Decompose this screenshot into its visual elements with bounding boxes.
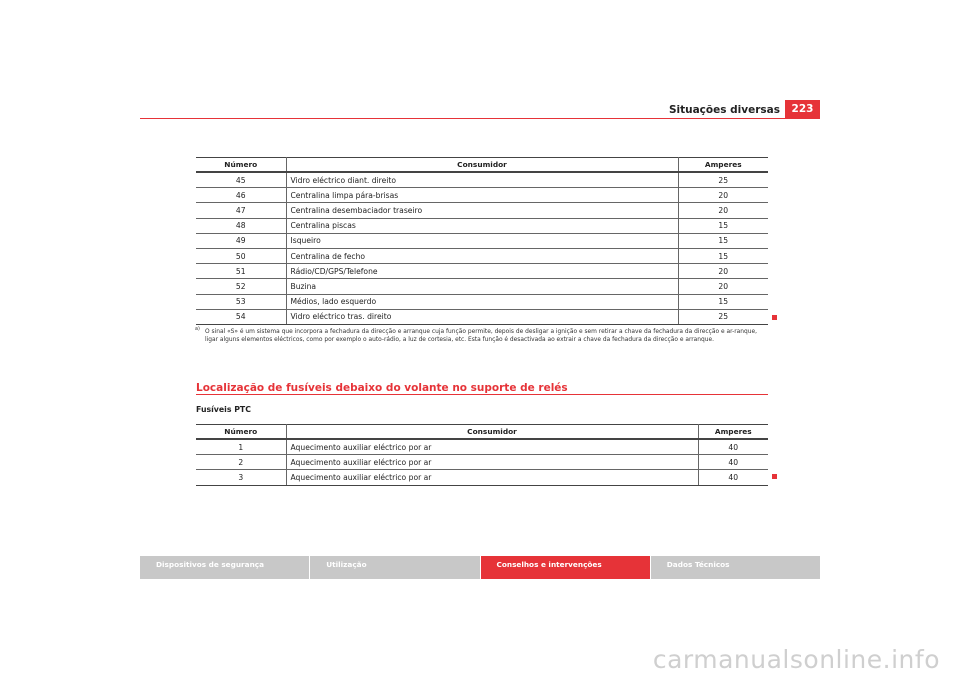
cell-amperes: 20 — [678, 264, 768, 279]
cell-number: 54 — [196, 309, 286, 324]
table-header-row — [196, 158, 768, 173]
section-rule — [196, 394, 768, 395]
table-row — [196, 439, 768, 455]
footer-tab-utilizacao[interactable]: Utilização — [310, 556, 479, 579]
cell-consumer: Médios, lado esquerdo — [286, 294, 678, 309]
cell-number: 46 — [196, 188, 286, 203]
table-row — [196, 203, 768, 218]
cell-number: 50 — [196, 248, 286, 263]
table-row — [196, 455, 768, 470]
fuse-table-ptc — [196, 424, 768, 486]
cell-amperes: 40 — [698, 455, 768, 470]
cell-amperes: 25 — [678, 309, 768, 324]
table-row — [196, 233, 768, 248]
header-title: Situações diversas — [668, 104, 780, 116]
header-amperes: Amperes — [698, 425, 768, 440]
table-row — [196, 188, 768, 203]
cell-number: 53 — [196, 294, 286, 309]
section-end-marker — [772, 474, 777, 479]
cell-consumer: Centralina de fecho — [286, 248, 678, 263]
cell-number: 48 — [196, 218, 286, 233]
header-number: Número — [196, 425, 286, 440]
cell-amperes: 15 — [678, 233, 768, 248]
cell-number: 45 — [196, 172, 286, 188]
cell-number: 47 — [196, 203, 286, 218]
table-row — [196, 470, 768, 485]
header-number: Número — [196, 158, 286, 173]
cell-number: 51 — [196, 264, 286, 279]
header-amperes: Amperes — [678, 158, 768, 173]
footer-nav — [140, 556, 820, 579]
cell-amperes: 40 — [698, 470, 768, 485]
table-row — [196, 264, 768, 279]
table-row — [196, 172, 768, 188]
cell-consumer: Centralina desembaciador traseiro — [286, 203, 678, 218]
footnote — [196, 328, 771, 344]
cell-amperes: 25 — [678, 172, 768, 188]
footer-tab-seguranca[interactable]: Dispositivos de segurança — [140, 556, 309, 579]
cell-consumer: Rádio/CD/GPS/Telefone — [286, 264, 678, 279]
cell-number: 1 — [196, 439, 286, 455]
section-subheading: Fusíveis PTC — [196, 405, 251, 414]
footnote-text: O sinal «S» é um sistema que incorpora a fechadura da direcção e arranque cuja função permite, depois de desligar a ignição e sem retirar a chave da fechadura da direcção e ar-ranque, ligar alguns elementos eléctricos, como por exemplo o auto-rádio, a luz de cortesia, etc. Esta função é desactivada ao extrair a chave da fechadura da direcção e arranque. — [205, 329, 757, 343]
cell-consumer: Vidro eléctrico tras. direito — [286, 309, 678, 324]
header-rule — [140, 118, 820, 119]
cell-number: 3 — [196, 470, 286, 485]
cell-consumer: Aquecimento auxiliar eléctrico por ar — [286, 439, 698, 455]
cell-consumer: Vidro eléctrico diant. direito — [286, 172, 678, 188]
watermark: carmanualsonline.info — [652, 645, 940, 674]
cell-number: 49 — [196, 233, 286, 248]
cell-amperes: 15 — [678, 294, 768, 309]
table-row — [196, 279, 768, 294]
cell-consumer: Centralina piscas — [286, 218, 678, 233]
cell-number: 2 — [196, 455, 286, 470]
section-title: Localização de fusíveis debaixo do volante no suporte de relés — [196, 382, 568, 394]
header-consumer: Consumidor — [286, 158, 678, 173]
cell-amperes: 15 — [678, 248, 768, 263]
section-end-marker — [772, 315, 777, 320]
table-row — [196, 309, 768, 324]
cell-consumer: Centralina limpa pára-brisas — [286, 188, 678, 203]
cell-number: 52 — [196, 279, 286, 294]
cell-consumer: Aquecimento auxiliar eléctrico por ar — [286, 470, 698, 485]
table-row — [196, 218, 768, 233]
fuse-table-main — [196, 157, 768, 325]
footnote-marker: a) — [195, 327, 200, 332]
cell-consumer: Isqueiro — [286, 233, 678, 248]
header-consumer: Consumidor — [286, 425, 698, 440]
cell-amperes: 15 — [678, 218, 768, 233]
footer-tab-dados-tecnicos[interactable]: Dados Técnicos — [651, 556, 820, 579]
cell-amperes: 20 — [678, 203, 768, 218]
footer-tab-conselhos[interactable]: Conselhos e intervenções — [481, 556, 650, 579]
cell-amperes: 20 — [678, 279, 768, 294]
page-number-badge: 223 — [785, 100, 820, 118]
table-header-row — [196, 425, 768, 440]
table-row — [196, 294, 768, 309]
cell-consumer: Aquecimento auxiliar eléctrico por ar — [286, 455, 698, 470]
table-row — [196, 248, 768, 263]
cell-amperes: 40 — [698, 439, 768, 455]
cell-consumer: Buzina — [286, 279, 678, 294]
cell-amperes: 20 — [678, 188, 768, 203]
